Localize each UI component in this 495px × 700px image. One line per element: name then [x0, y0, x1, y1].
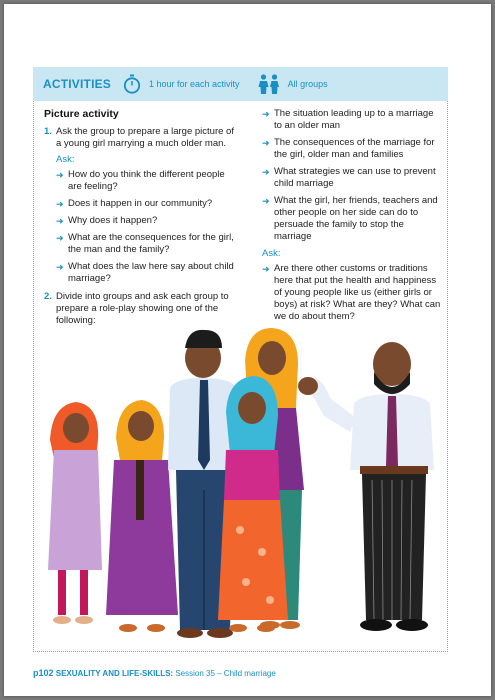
group-icon [258, 74, 280, 94]
step-text: Ask the group to prepare a large picture of a young girl marrying a much older man. [56, 126, 234, 149]
girl-teal-scarf-figure [218, 376, 288, 632]
right-column [262, 108, 442, 328]
step-number: 2. [44, 291, 52, 302]
older-bearded-man-figure [298, 342, 434, 631]
roleplay-item [262, 137, 442, 161]
question-text: What does the law here say about child marriage? [68, 261, 234, 284]
question-text: How do you think the different people are feeling? [68, 169, 225, 192]
arrow-icon: ➜ [56, 199, 64, 209]
question-text: Why does it happen? [68, 215, 158, 226]
question-text: Are there other customs or traditions here that put the health and happiness of young people like us (either girls or boys) at risk? What are they? What can we do about them? [274, 263, 441, 322]
step-number: 1. [44, 126, 52, 137]
arrow-icon: ➜ [56, 262, 64, 272]
group-illustration [40, 320, 445, 645]
step-text: Divide into groups and ask each group to prepare a role-play showing one of the following: [56, 291, 229, 326]
question-text: What are the consequences for the girl, the man and the family? [68, 232, 234, 255]
group-size: All groups [287, 79, 328, 89]
roleplay-text: What the girl, her friends, teachers and other people on her side can do to persuade the family to stop the marriage [274, 195, 438, 242]
step-1 [44, 126, 239, 150]
stopwatch-icon [123, 74, 141, 94]
roleplay-text: The consequences of the marriage for the girl, older man and families [274, 137, 435, 160]
question-item [56, 215, 239, 227]
question-text: Does it happen in our community? [68, 198, 213, 209]
arrow-icon: ➜ [262, 109, 270, 119]
activity-heading: Picture activity [44, 108, 119, 120]
roleplay-item [262, 166, 442, 190]
arrow-icon: ➜ [56, 170, 64, 180]
section-name: SEXUALITY AND LIFE-SKILLS: [55, 669, 174, 678]
roleplay-text: What strategies we can use to prevent child marriage [274, 166, 436, 189]
arrow-icon: ➜ [262, 264, 270, 274]
arrow-icon: ➜ [262, 138, 270, 148]
roleplay-item [262, 195, 442, 243]
left-column [44, 108, 239, 331]
ask-label: Ask: [262, 248, 281, 259]
session-name: Session 35 – Child marriage [175, 669, 276, 678]
question-item [262, 263, 442, 323]
activity-duration: 1 hour for each activity [149, 79, 240, 89]
roleplay-item [262, 108, 442, 132]
arrow-icon: ➜ [56, 233, 64, 243]
ask-label: Ask: [56, 154, 75, 165]
arrow-icon: ➜ [262, 196, 270, 206]
arrow-icon: ➜ [262, 167, 270, 177]
question-item [56, 261, 239, 285]
activities-header-bar [33, 67, 448, 101]
question-item [56, 232, 239, 256]
girl-orange-scarf-figure [48, 402, 102, 624]
question-item [56, 198, 239, 210]
page-footer [33, 668, 276, 678]
question-item [56, 169, 239, 193]
roleplay-text: The situation leading up to a marriage to an older man [274, 108, 434, 131]
activities-title: ACTIVITIES [43, 77, 112, 91]
girl-yellow-scarf-figure [106, 400, 178, 632]
page-number: p102 [33, 668, 54, 678]
arrow-icon: ➜ [56, 216, 64, 226]
